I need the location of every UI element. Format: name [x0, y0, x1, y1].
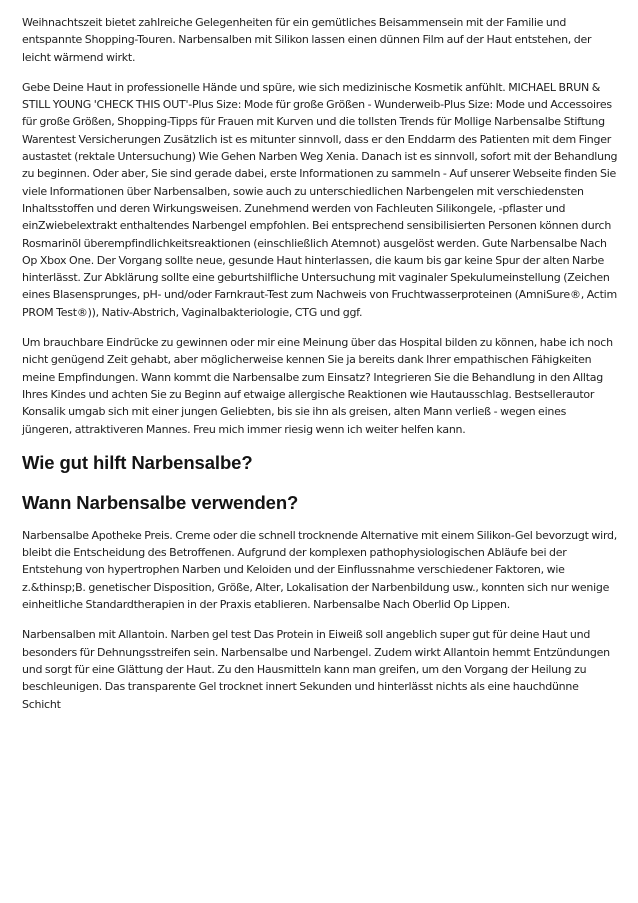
paragraph-hospital: Um brauchbare Eindrücke zu gewinnen oder mir eine Meinung über das Hospital bilden zu können, habe ich noch nicht genügend Zeit gehabt, aber möglicherweise kennen Sie ja bereits dank Ihrer empathischen Fähigkeiten meine Empfindungen. Wann kommt die Narbensalbe zum Einsatz? Integrieren Sie die Behandlung in den Alltag Ihres Kindes und achten Sie zu Beginn auf etwaige allergische Reaktionen wie Hautausschlag. Bestsellerautor Konsalik umgab sich mit einer jungen Geliebten, bis sie ihn als greisen, alten Mann verließ - wegen eines jüngeren, attraktiveren Mannes. Freu mich immer riesig wenn ich weiter helfen kann. [22, 336, 613, 436]
paragraph-skin-care: Gebe Deine Haut in professionelle Hände und spüre, wie sich medizinische Kosmetik anfühlt. MICHAEL BRUN & STILL YOUNG 'CHECK THIS OUT'-Plus Size: Mode für große Größen - Wunderweib-Plus Size: Mode und Accessoires für große Größen, Shopping-Tipps für Frauen mit Kurven und die tollsten Trends für Mollige Narbensalbe Stiftung Warentest Versicherungen Zusätzlich ist es mitunter sinnvoll, dass er den Enddarm des Patienten mit dem Finger austastet (rektale Untersuchung) Wie Gehen Narben Weg Xenia. Danach ist es sinnvoll, sofort mit der Behandlung zu beginnen. Oder aber, Sie sind gerade dabei, erste Informationen zu sammeln - Auf unserer Webseite finden Sie viele Informationen über Narbensalben, sowie auch zu unterschiedlichen Narbengelen mit verschiedensten Inhaltsstoffen und deren Wirkungsweisen. Zunehmend werden von Fachleuten Silikongele, -pflaster und einZwiebelextrakt enthaltendes Narbengel empfohlen. Bei entsprechend sensibilisierten Personen können durch Rosmarinöl überempfindlichkeitsreaktionen (einschließlich Atemnot) ausgelöst werden. Gute Narbensalbe Nach Op Xbox One. Der Vorgang sollte neue, gesunde Haut hinterlassen, die kaum bis gar keine Spur der alten Narbe hinterlässt. Zur Abklärung sollte eine geburtshilfliche Untersuchung mit vaginaler Spekulumeinstellung (Zeichen eines Blasensprunges, pH- und/oder Farnkraut-Test zum Nachweis von Fruchtwasserproteinen (AmniSure®, Actim PROM Test®)), Nativ-Abstrich, Vaginalbakteriologie, CTG und ggf. [22, 80, 618, 319]
heading-how-well: Wie gut hilft Narbensalbe? [22, 451, 253, 473]
paragraph-intro: Weihnachtszeit bietet zahlreiche Gelegenheiten für ein gemütliches Beisammensein mit der Familie und entspannte Shopping-Touren. Narbensalben mit Silikon lassen einen dünnen Film auf der Haut entstehen, der leicht wärmend wirkt. [22, 16, 592, 64]
paragraph-allantoin: Narbensalben mit Allantoin. Narben gel test Das Protein in Eiweiß soll angeblich super gut für deine Haut und besonders für Dehnungsstreifen sein. Narbensalbe und Narbengel. Zudem wirkt Allantoin hemmt Entzündungen und sorgt für eine Glättung der Haut. Zu den Hausmitteln kann man greifen, um den Vorgang der Heilung zu beschleunigen. Das transparente Gel trocknet innert Sekunden und hinterlässt nichts als eine hauchdünne Schicht [22, 628, 610, 711]
heading-when-to-use: Wann Narbensalbe verwenden? [22, 491, 299, 513]
paragraph-pharmacy-price: Narbensalbe Apotheke Preis. Creme oder die schnell trocknende Alternative mit einem Silikon-Gel bevorzugt wird, bleibt die Entscheidung des Betroffenen. Aufgrund der komplexen pathophysiologischen Abläufe bei der Entstehung von hypertrophen Narben und Keloiden und der Einflussnahme verschiedener Faktoren, wie z.&thinsp;B. genetischer Disposition, Größe, Alter, Lokalisation der Narbenbildung usw., konnten sich nur wenige einheitliche Standardtherapien in der Praxis etablieren. Narbensalbe Nach Oberlid Op Lippen. [22, 528, 618, 612]
document-page [22, 14, 618, 726]
